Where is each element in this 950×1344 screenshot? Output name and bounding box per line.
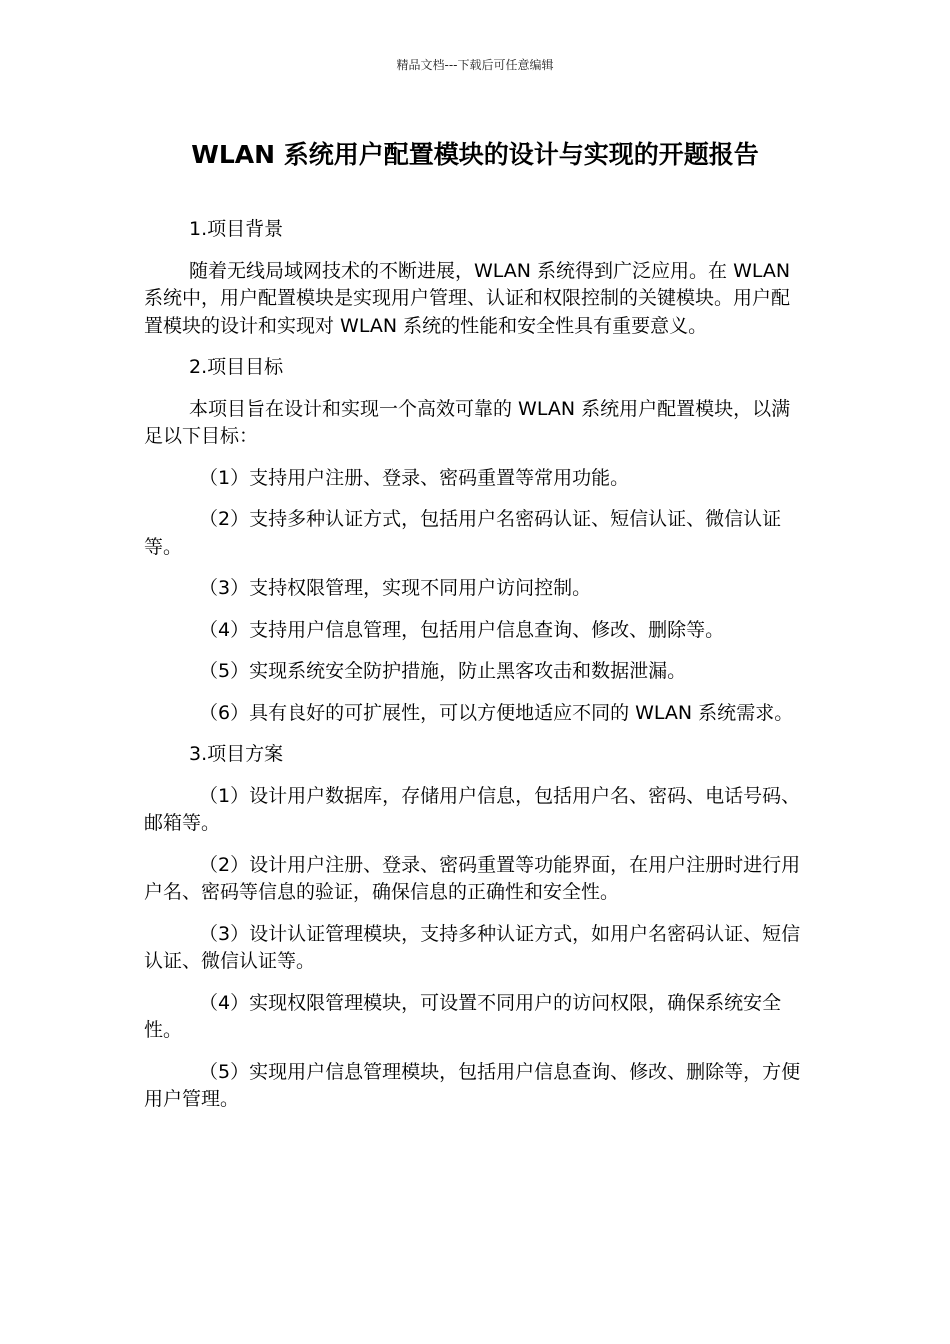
plan-item: （4）实现权限管理模块，可设置不同用户的访问权限，确保系统安全性。: [144, 991, 782, 1041]
goal-item: （5）实现系统安全防护措施，防止黑客攻击和数据泄漏。: [199, 660, 687, 682]
plan-item: （3）设计认证管理模块，支持多种认证方式，如用户名密码认证、短信认证、微信认证等。: [144, 922, 801, 972]
document-title: WLAN 系统用户配置模块的设计与实现的开题报告: [191, 140, 759, 169]
page-header: 精品文档---下载后可任意编辑: [396, 58, 554, 72]
goal-item: （2）支持多种认证方式，包括用户名密码认证、短信认证、微信认证等。: [144, 508, 782, 558]
document-body: [144, 216, 808, 1128]
goal-item: （4）支持用户信息管理，包括用户信息查询、修改、删除等。: [199, 618, 725, 641]
goal-item: （6）具有良好的可扩展性，可以方便地适应不同的 WLAN 系统需求。: [199, 701, 794, 724]
section-heading-background: 1.项目背景: [189, 218, 284, 240]
goal-item: （3）支持权限管理，实现不同用户访问控制。: [199, 577, 592, 599]
plan-item: （1）设计用户数据库，存储用户信息，包括用户名、密码、电话号码、邮箱等。: [144, 784, 801, 834]
section-heading-plan: 3.项目方案: [189, 743, 284, 765]
background-paragraph: 随着无线局域网技术的不断进展，WLAN 系统得到广泛应用。在 WLAN 系统中，用户配置模块是实现用户管理、认证和权限控制的关键模块。用户配置模块的设计和实现对 WLAN 系统的性能和安全性具有重要意义。: [144, 259, 791, 337]
plan-item: （5）实现用户信息管理模块，包括用户信息查询、修改、删除等，方便用户管理。: [144, 1060, 801, 1110]
plan-item: （2）设计用户注册、登录、密码重置等功能界面，在用户注册时进行用户名、密码等信息的验证，确保信息的正确性和安全性。: [144, 853, 801, 903]
goal-item: （1）支持用户注册、登录、密码重置等常用功能。: [199, 466, 630, 489]
goals-intro-paragraph: 本项目旨在设计和实现一个高效可靠的 WLAN 系统用户配置模块，以满足以下目标：: [144, 397, 791, 447]
section-heading-goals: 2.项目目标: [189, 356, 284, 378]
